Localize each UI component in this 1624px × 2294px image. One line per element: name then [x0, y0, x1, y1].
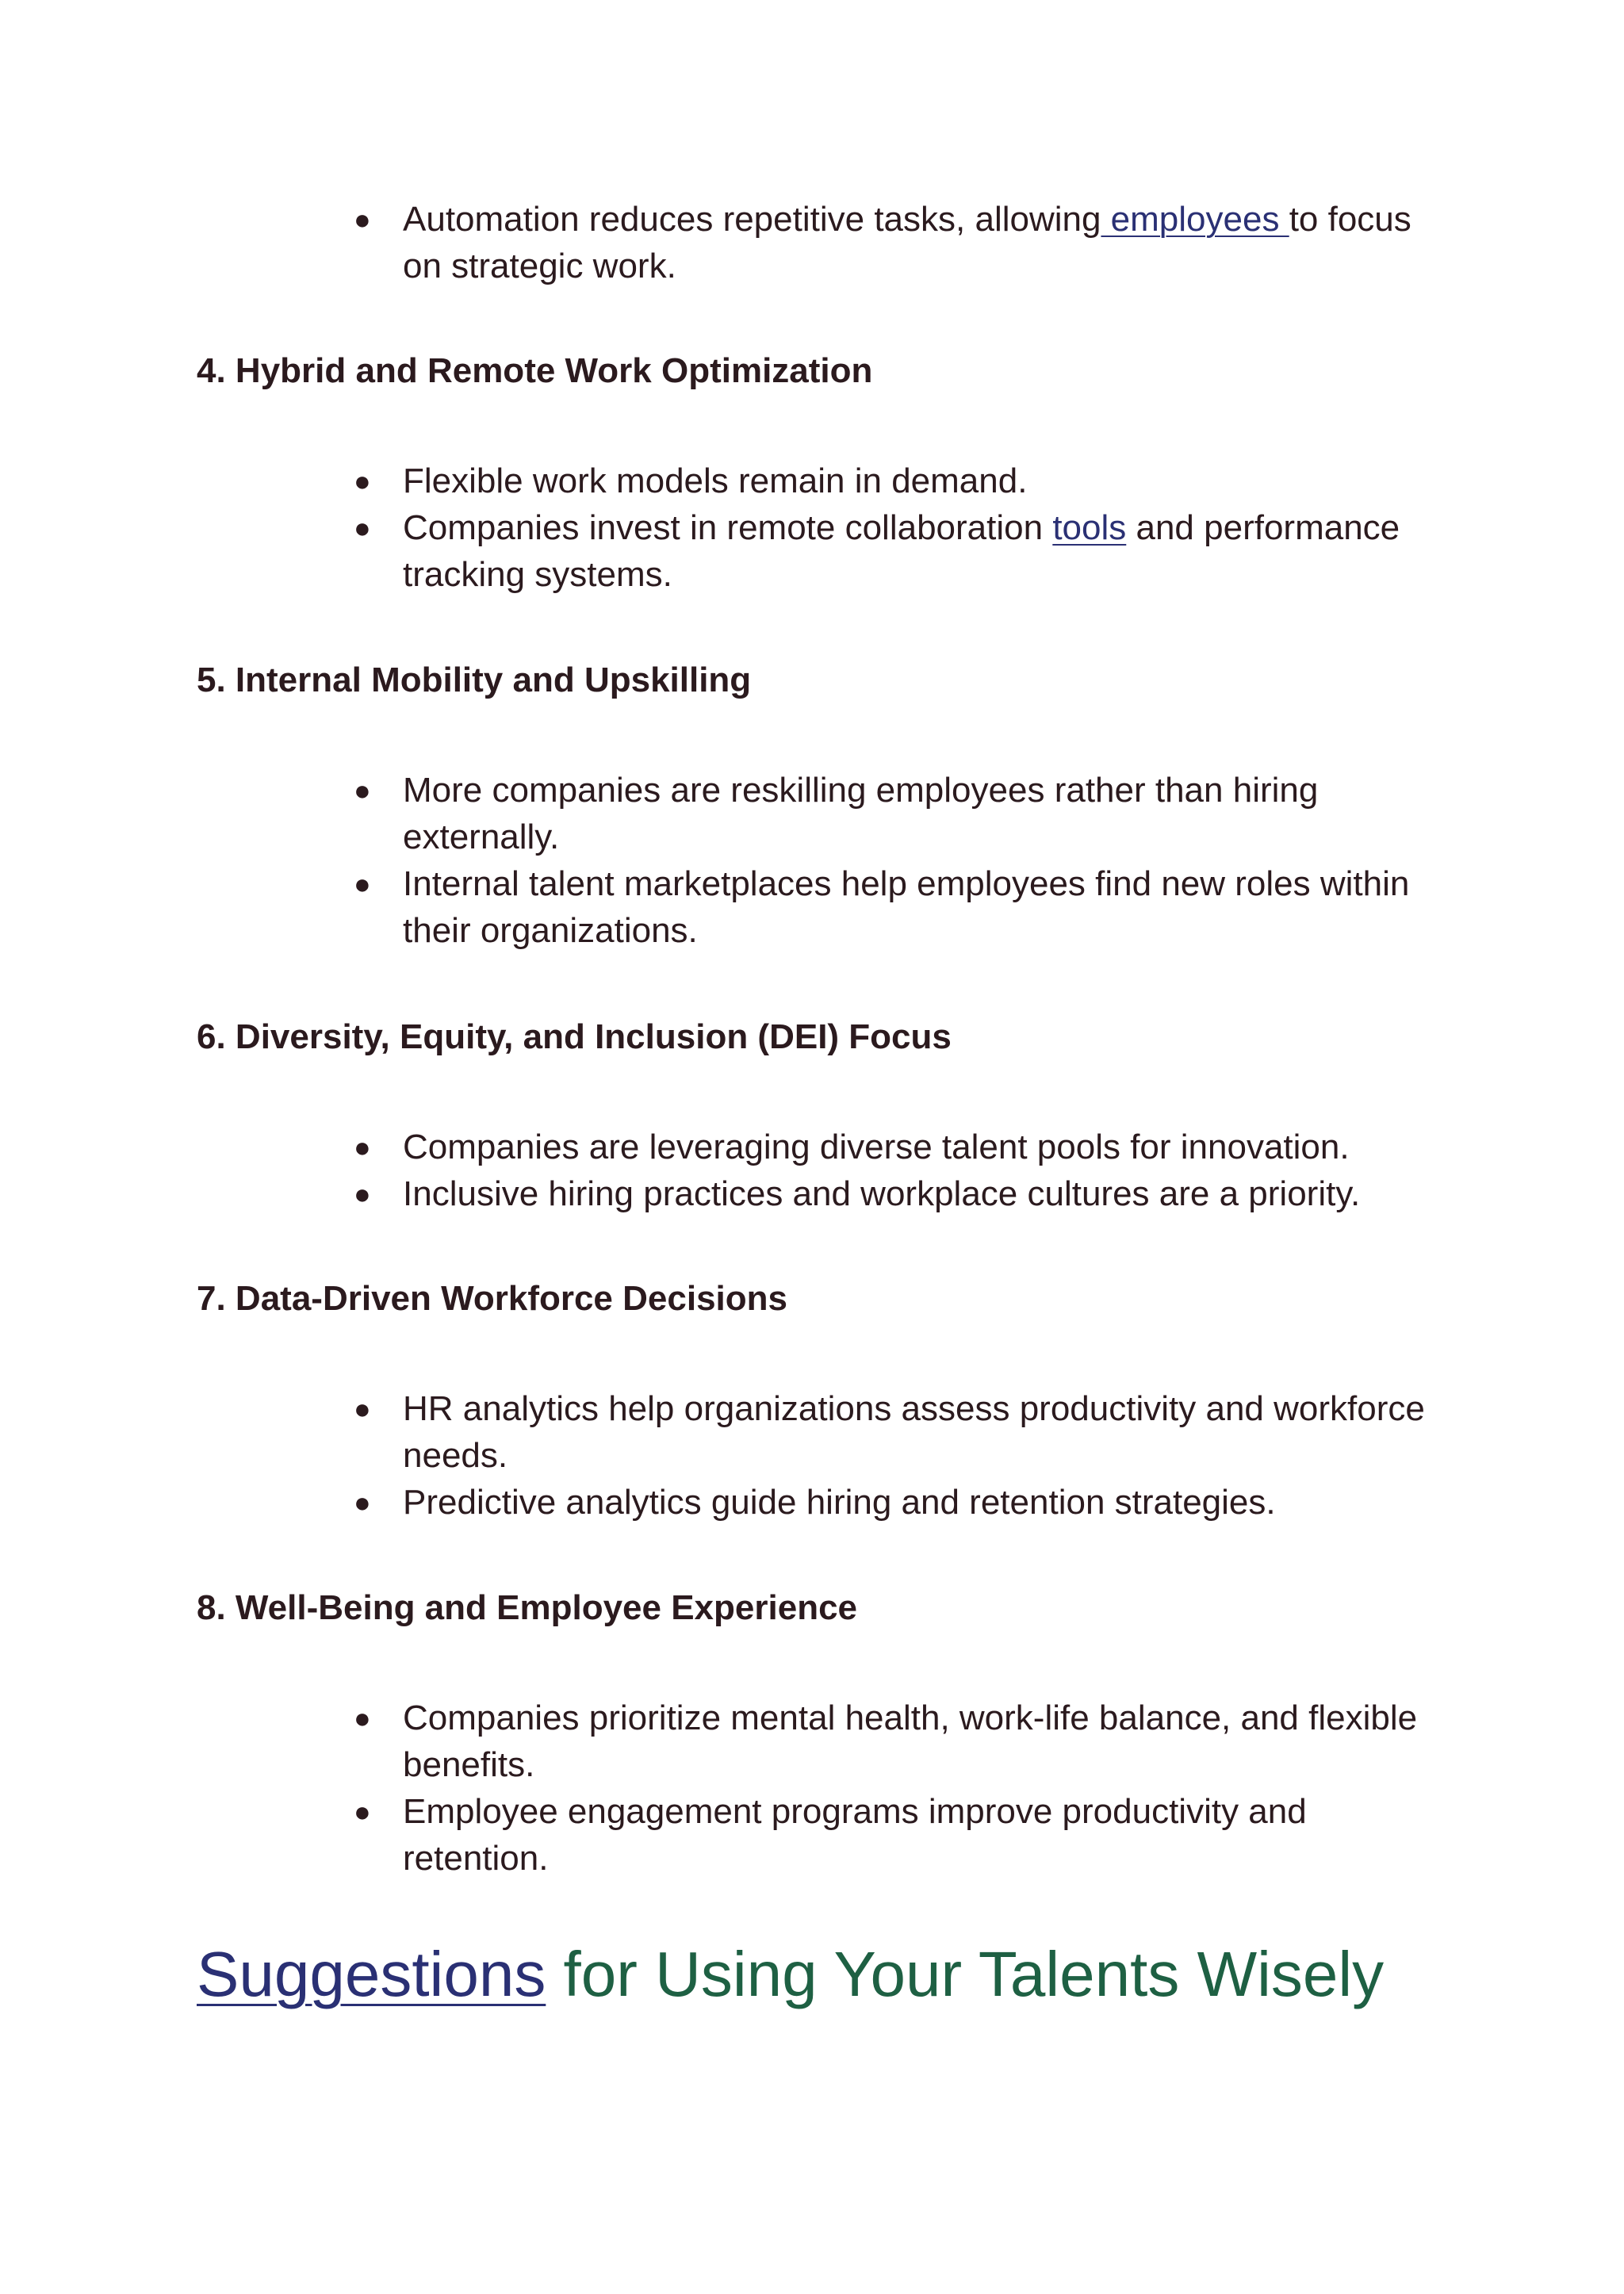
bullet-text: to focus on strategic work.: [403, 200, 1411, 285]
bullet-list-section-6: [354, 1124, 1457, 1217]
bullet-list-section-7: [354, 1385, 1457, 1526]
bullet-text: Employee engagement programs improve productivity and retention.: [403, 1792, 1307, 1878]
heading-section-6: 6. Diversity, Equity, and Inclusion (DEI) Focus: [197, 1017, 952, 1056]
bullet-list-section-5: [354, 767, 1457, 954]
bullet-icon: ●: [354, 867, 371, 900]
list-item: [354, 1170, 1457, 1217]
heading-section-4: 4. Hybrid and Remote Work Optimization: [197, 351, 873, 390]
suggestions-link[interactable]: Suggestions: [197, 1939, 546, 2009]
bullet-icon: ●: [354, 511, 371, 544]
bullet-text: Inclusive hiring practices and workplace cultures are a priority.: [403, 1174, 1361, 1213]
bullet-icon: ●: [354, 465, 371, 497]
bullet-icon: ●: [354, 1131, 371, 1163]
list-item: [354, 504, 1457, 598]
list-item: [354, 767, 1457, 860]
list-item: [354, 1695, 1457, 1788]
tools-link[interactable]: tools: [1052, 508, 1127, 547]
bullet-text: Companies are leveraging diverse talent pools for innovation.: [403, 1128, 1350, 1166]
bullet-text: More companies are reskilling employees rather than hiring externally.: [403, 771, 1319, 856]
heading-section-7: 7. Data-Driven Workforce Decisions: [197, 1279, 787, 1318]
bullet-icon: ●: [354, 1795, 371, 1828]
bullet-list-section-4: [354, 458, 1457, 598]
bullet-list-section-8: [354, 1695, 1457, 1882]
bullet-icon: ●: [354, 774, 371, 806]
bullet-text: HR analytics help organizations assess productivity and workforce needs.: [403, 1389, 1425, 1475]
bullet-text: Companies invest in remote collaboration: [403, 508, 1053, 547]
list-item: [354, 1479, 1457, 1526]
bullet-icon: ●: [354, 1486, 371, 1518]
heading-section-8: 8. Well-Being and Employee Experience: [197, 1588, 858, 1627]
bullet-icon: ●: [354, 1702, 371, 1734]
bullet-text: Predictive analytics guide hiring and retention strategies.: [403, 1483, 1276, 1522]
bullet-icon: ●: [354, 1392, 371, 1425]
bullet-text: and performance tracking systems.: [403, 508, 1400, 594]
list-item: [354, 1124, 1457, 1170]
section-title: [197, 1935, 1384, 2014]
list-item: [354, 458, 1457, 504]
section-title-text: for Using Your Talents Wisely: [546, 1939, 1385, 2009]
bullet-icon: ●: [354, 1178, 371, 1210]
bullet-list-intro: [354, 196, 1457, 289]
bullet-text: Companies prioritize mental health, work-life balance, and flexible benefits.: [403, 1698, 1418, 1784]
list-item: [354, 1788, 1457, 1882]
bullet-icon: ●: [354, 203, 371, 236]
bullet-text: Automation reduces repetitive tasks, allowing: [403, 200, 1101, 239]
bullet-text: Flexible work models remain in demand.: [403, 461, 1028, 500]
list-item: [354, 196, 1457, 289]
list-item: [354, 860, 1457, 954]
heading-section-5: 5. Internal Mobility and Upskilling: [197, 661, 752, 699]
list-item: [354, 1385, 1457, 1479]
employees-link[interactable]: employees: [1101, 200, 1289, 239]
bullet-text: Internal talent marketplaces help employees find new roles within their organizations.: [403, 864, 1410, 950]
